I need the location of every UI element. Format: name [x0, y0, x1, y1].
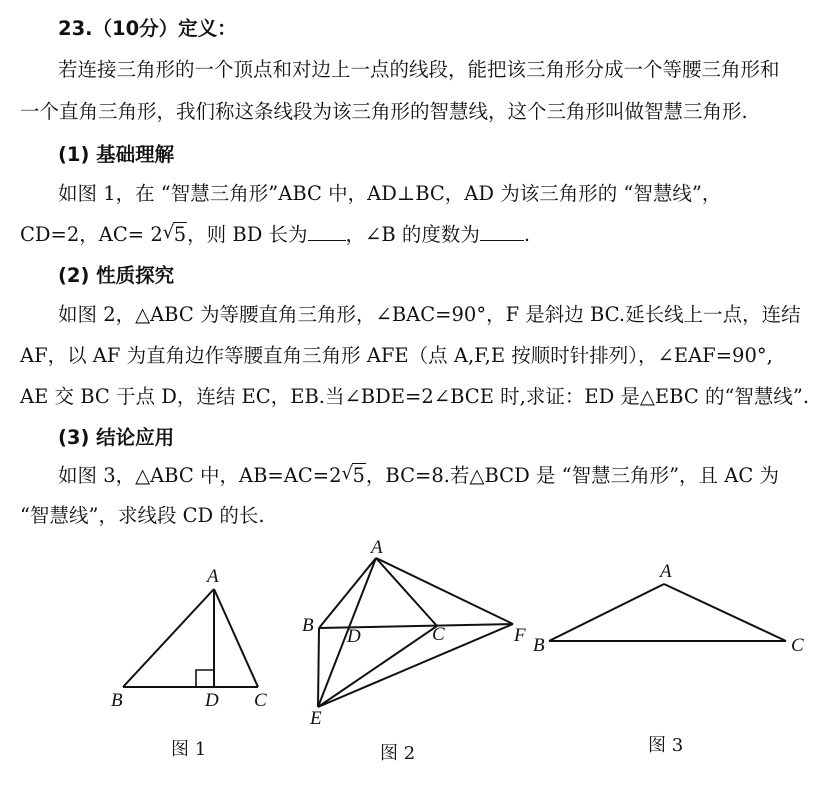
fig1-label-a: A	[207, 566, 219, 587]
fig2-caption: 图 2	[380, 743, 416, 764]
sqrt-5-b: √ 5	[341, 463, 365, 487]
part2-line-3: AE 交 BC 于点 D，连结 EC，EB.当∠BDE=2∠BCE 时,求证：ED 是△EBC 的“智慧线”.	[20, 385, 810, 408]
fig2-label-b: B	[302, 615, 314, 636]
fig3-label-c: C	[791, 635, 804, 656]
fig1-label-d: D	[205, 690, 219, 711]
part3-line-1-a: 如图 3，△ABC 中，AB=AC=2	[58, 464, 342, 487]
part2-title: (2) 性质探究	[58, 264, 175, 287]
radicand: 5	[352, 464, 365, 487]
figure-1	[123, 589, 258, 687]
fig2-label-c: C	[432, 624, 445, 645]
sqrt-5-a: √ 5	[162, 222, 187, 246]
fig1-label-b: B	[111, 690, 123, 711]
part1-line-2-a: CD=2，AC= 2	[20, 223, 163, 246]
part2-line-2: AF，以 AF 为直角边作等腰直角三角形 AFE（点 A,F,E 按顺时针排列），∠EAF=90°,	[20, 344, 773, 367]
fig2-label-e: E	[310, 708, 322, 729]
fig3-label-b: B	[533, 635, 545, 656]
part1-line-2-b: ，则 BD 长为	[187, 223, 308, 246]
part1-line-2-c: ，∠B 的度数为	[345, 223, 480, 246]
fig3-caption: 图 3	[648, 735, 684, 756]
part1-line-2-d: .	[523, 223, 531, 246]
fig1-side-ac	[214, 589, 258, 687]
fig1-right-angle-mark	[196, 670, 214, 687]
part1-line-1: 如图 1，在 “智慧三角形”ABC 中，AD⊥BC，AD 为该三角形的 “智慧线”，	[58, 182, 722, 205]
definition-line-2: 一个直角三角形，我们称这条线段为该三角形的智慧线，这个三角形叫做智慧三角形.	[20, 100, 748, 123]
fig1-label-c: C	[254, 690, 267, 711]
part2-line-1: 如图 2，△ABC 为等腰直角三角形，∠BAC=90°，F 是斜边 BC.延长线上一点，连结	[58, 303, 801, 326]
figure-3	[549, 584, 786, 641]
part3-title: (3) 结论应用	[58, 426, 175, 449]
fig3-side-ac	[664, 584, 786, 641]
fig2-seg-be	[318, 628, 319, 707]
fig2-seg-ab	[319, 558, 376, 628]
part3-line-1-b: ，BC=8.若△BCD 是 “智慧三角形”，且 AC 为	[365, 464, 779, 487]
definition-line-1: 若连接三角形的一个顶点和对边上一点的线段，能把该三角形分成一个等腰三角形和	[58, 58, 780, 81]
part3-line-2: “智慧线”，求线段 CD 的长.	[20, 504, 265, 527]
fig2-label-a: A	[371, 537, 383, 558]
fig2-seg-af	[376, 558, 513, 624]
fig3-side-ab	[549, 584, 664, 641]
fig3-label-a: A	[660, 561, 672, 582]
fig1-caption: 图 1	[171, 739, 207, 760]
fig2-label-d: D	[347, 626, 361, 647]
part1-title: (1) 基础理解	[58, 143, 175, 166]
fig1-side-ab	[123, 589, 214, 687]
fig2-label-f: F	[514, 625, 526, 646]
fig2-seg-ec	[318, 626, 437, 707]
radicand: 5	[173, 223, 187, 246]
fig2-seg-ac	[376, 558, 437, 626]
problem-header: 23.（10分）定义：	[58, 17, 237, 40]
